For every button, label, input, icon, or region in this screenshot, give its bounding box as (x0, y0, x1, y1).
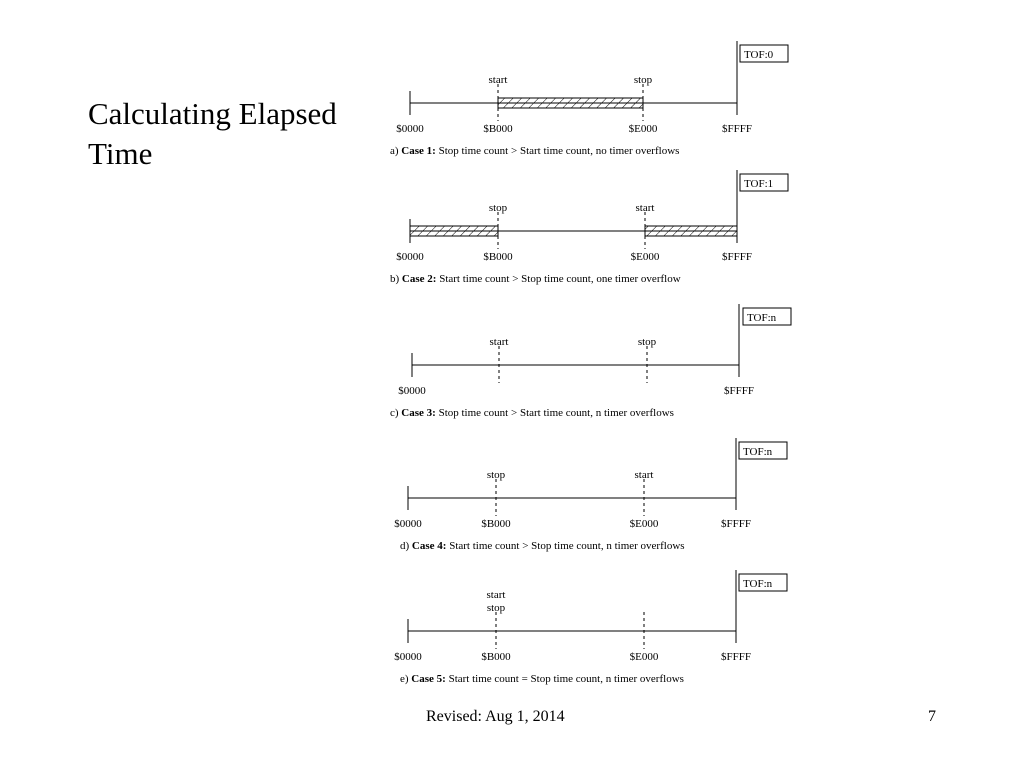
axis-label: $FFFF (721, 651, 751, 663)
marker-label-start: start (488, 74, 508, 86)
case-3-diagram (390, 304, 791, 419)
tof-label: TOF:n (743, 578, 773, 590)
tof-label: TOF:n (743, 446, 773, 458)
tof-label: TOF:n (747, 312, 777, 324)
case-caption: d) Case 4: Start time count > Stop time count, n timer overflows (400, 540, 685, 552)
marker-label-start: start (489, 336, 509, 348)
case-caption: b) Case 2: Start time count > Stop time count, one timer overflow (390, 273, 681, 285)
axis-label: $FFFF (721, 518, 751, 530)
marker-label-start: start (635, 202, 655, 214)
page-number: 7 (928, 708, 936, 725)
axis-label: $B000 (483, 251, 513, 263)
case-caption: c) Case 3: Stop time count > Start time count, n timer overflows (390, 407, 674, 419)
axis-label: $E000 (630, 251, 660, 263)
marker-label-stop: stop (637, 336, 657, 348)
axis-label: $FFFF (722, 123, 752, 135)
elapsed-region-right (645, 226, 737, 236)
tof-label: TOF:0 (744, 49, 774, 61)
slide-title: Calculating Elapsed Time (88, 96, 337, 171)
axis-label: $FFFF (724, 385, 754, 397)
axis-label: $0000 (394, 651, 422, 663)
marker-label-stop: stop (486, 469, 506, 481)
elapsed-region-left (410, 226, 498, 236)
case-1-diagram (390, 41, 788, 157)
marker-label-stop: stop (488, 202, 508, 214)
axis-label: $0000 (396, 123, 424, 135)
marker-label-start: start (486, 589, 506, 601)
elapsed-region (498, 98, 643, 108)
axis-label: $0000 (394, 518, 422, 530)
axis-label: $B000 (481, 651, 511, 663)
axis-label: $E000 (629, 518, 659, 530)
axis-label: $B000 (483, 123, 513, 135)
axis-label: $B000 (481, 518, 511, 530)
axis-label: $FFFF (722, 251, 752, 263)
case-caption: a) Case 1: Stop time count > Start time count, no timer overflows (390, 145, 680, 157)
marker-label-stop: stop (486, 602, 506, 614)
axis-label: $E000 (628, 123, 658, 135)
revised-date: Revised: Aug 1, 2014 (426, 708, 565, 725)
tof-label: TOF:1 (744, 178, 774, 190)
axis-label: $E000 (629, 651, 659, 663)
case-5-diagram (394, 570, 787, 685)
case-caption: e) Case 5: Start time count = Stop time count, n timer overflows (400, 673, 684, 685)
case-2-diagram (390, 170, 788, 285)
marker-label-stop: stop (633, 74, 653, 86)
case-4-diagram (394, 438, 787, 552)
axis-label: $0000 (396, 251, 424, 263)
marker-label-start: start (634, 469, 654, 481)
axis-label: $0000 (398, 385, 426, 397)
